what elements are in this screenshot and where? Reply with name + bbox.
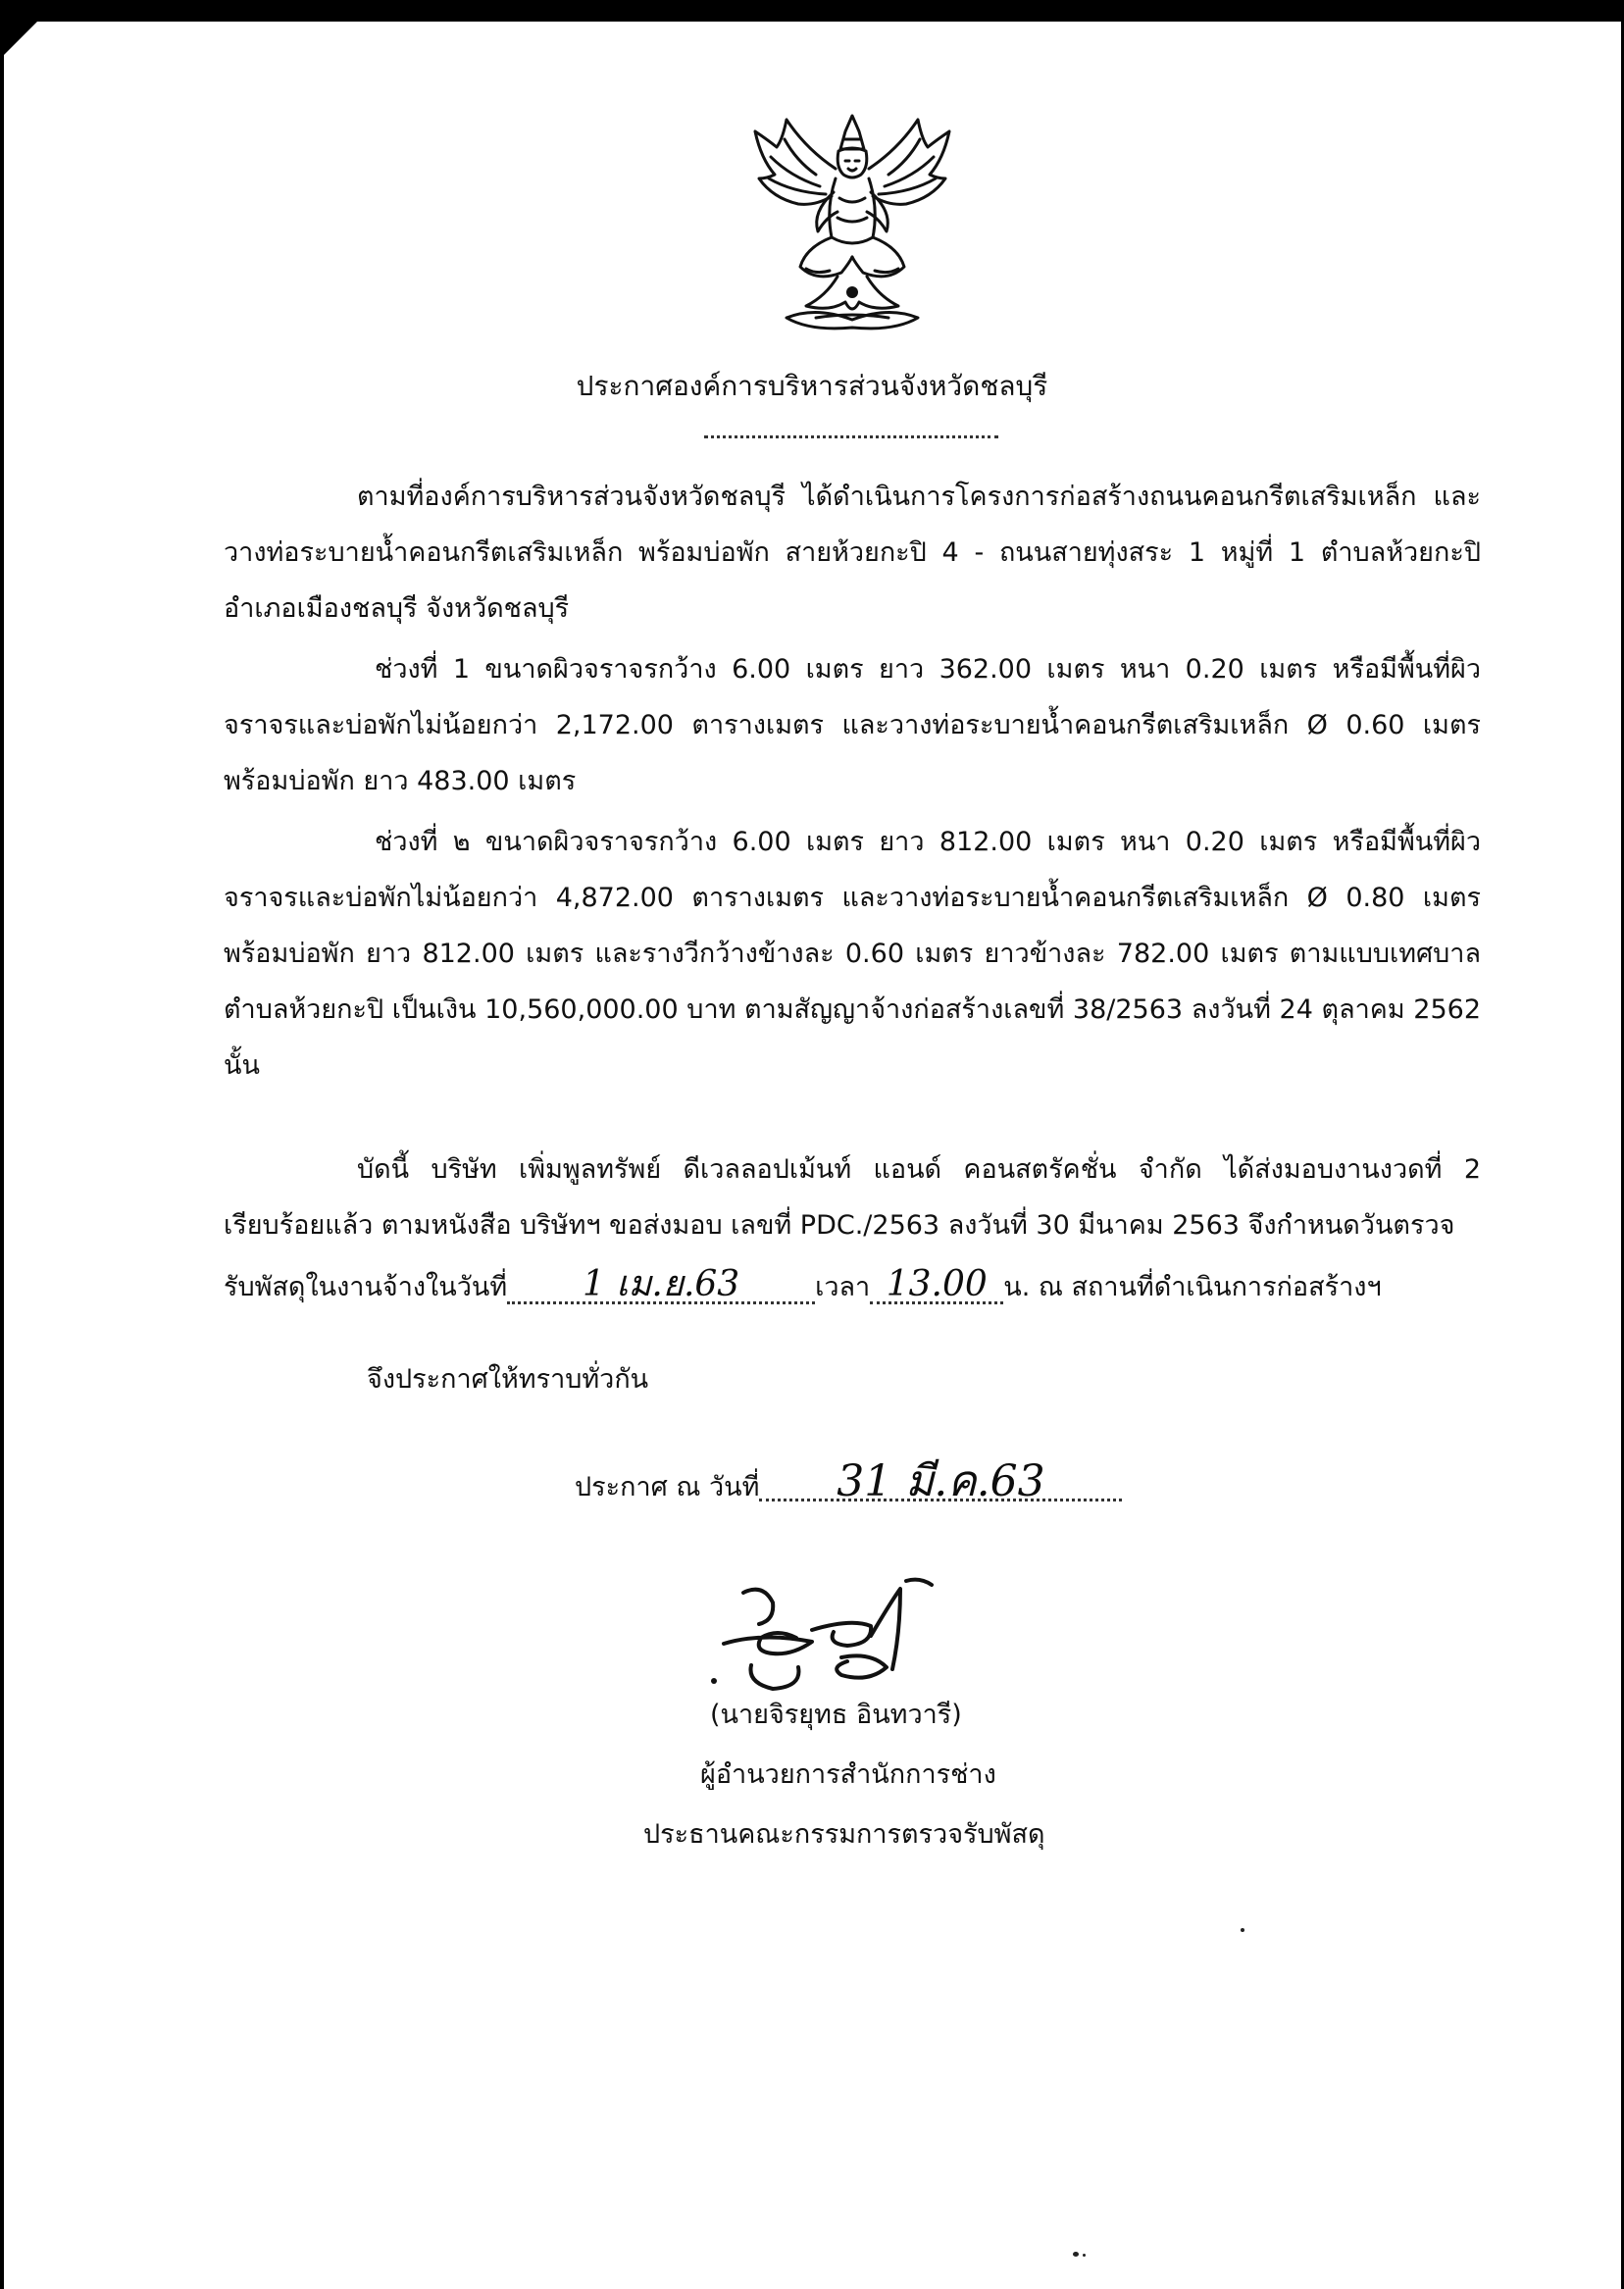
garuda-emblem-icon: [747, 110, 957, 341]
signatory-name: (นายจิรยุทธ อินทวารี): [710, 1700, 962, 1730]
inspection-date-line: [224, 1265, 1382, 1307]
handwritten-announcement-date: 31 มี.ค.63: [759, 1465, 1122, 1501]
paragraph-delivery: [224, 1142, 1481, 1253]
inspection-suffix: น. ณ สถานที่ดำเนินการก่อสร้างฯ: [1003, 1272, 1382, 1302]
title-divider: [704, 435, 998, 438]
scan-edge-top: [0, 0, 1624, 22]
paragraph-text: ตามที่องค์การบริหารส่วนจังหวัดชลบุรี ได้ดำเนินการโครงการก่อสร้างถนนคอนกรีตเสริมเหล็ก และวางท่อระบายน้ำคอนกรีตเสริมเหล็ก พร้อมบ่อพัก สายห้วยกะปิ 4 - ถนนสายทุ่งสระ 1 หมู่ที่ 1 ตำบลห้วยกะปิ อำเภอเมืองชลบุรี จังหวัดชลบุรี: [224, 482, 1481, 624]
scan-speck: [1073, 2252, 1079, 2257]
scan-edge-left: [0, 0, 4, 2289]
announcement-prefix: ประกาศ ณ วันที่: [575, 1472, 760, 1502]
time-label: เวลา: [815, 1272, 871, 1302]
signatory-committee-role: ประธานคณะกรรมการตรวจรับพัสดุ: [643, 1819, 1045, 1850]
paragraph-text: บัดนี้ บริษัท เพิ่มพูลทรัพย์ ดีเวลลอปเม้นท์ แอนด์ คอนสตรัคชั่น จำกัด ได้ส่งมอบงานงวดที่ 2 เรียบร้อยแล้ว ตามหนังสือ บริษัทฯ ขอส่งมอบ เลขที่ PDC./2563 ลงวันที่ 30 มีนาคม 2563 จึงกำหนดวันตรวจ: [224, 1154, 1481, 1241]
scan-mark: [0, 490, 3, 559]
paragraph-section-2: [224, 814, 1481, 1094]
signature-image: [704, 1573, 1008, 1701]
paragraph-section-1: [224, 641, 1481, 809]
signatory-position: ผู้อำนวยการสำนักการช่าง: [700, 1759, 996, 1790]
paragraph-text: ช่วงที่ ๒ ขนาดผิวจราจรกว้าง 6.00 เมตร ยาว 812.00 เมตร หนา 0.20 เมตร หรือมีพื้นที่ผิวจราจรและบ่อพักไม่น้อยกว่า 4,872.00 ตารางเมตร และวางท่อระบายน้ำคอนกรีตเสริมเหล็ก Ø 0.80 เมตร พร้อมบ่อพัก ยาว 812.00 เมตร และรางวีกว้างข้างละ 0.60 เมตร ยาวข้างละ 782.00 เมตร ตามแบบเทศบาลตำบลห้วยกะปิ เป็นเงิน 10,560,000.00 บาท ตามสัญญาจ้างก่อสร้างเลขที่ 38/2563 ลงวันที่ 24 ตุลาคม 2562 นั้น: [224, 827, 1481, 1081]
scan-speck: [1083, 2254, 1086, 2257]
paragraph-project: [224, 469, 1481, 636]
document-title: ประกาศองค์การบริหารส่วนจังหวัดชลบุรี: [576, 370, 1048, 402]
closing-statement: จึงประกาศให้ทราบทั่วกัน: [367, 1364, 649, 1395]
scan-speck: [1241, 1928, 1244, 1932]
scan-corner: [0, 0, 59, 59]
inspection-prefix: รับพัสดุในงานจ้างในวันที่: [224, 1272, 508, 1302]
scan-mark: [0, 1314, 3, 1353]
paragraph-text: ช่วงที่ 1 ขนาดผิวจราจรกว้าง 6.00 เมตร ยาว 362.00 เมตร หนา 0.20 เมตร หรือมีพื้นที่ผิวจราจรและบ่อพักไม่น้อยกว่า 2,172.00 ตารางเมตร และวางท่อระบายน้ำคอนกรีตเสริมเหล็ก Ø 0.60 เมตร พร้อมบ่อพัก ยาว 483.00 เมตร: [224, 654, 1481, 796]
announcement-date-line: [575, 1456, 1122, 1507]
handwritten-inspection-date: 1 เม.ย.63: [507, 1268, 815, 1304]
handwritten-inspection-time: 13.00: [870, 1268, 1003, 1304]
